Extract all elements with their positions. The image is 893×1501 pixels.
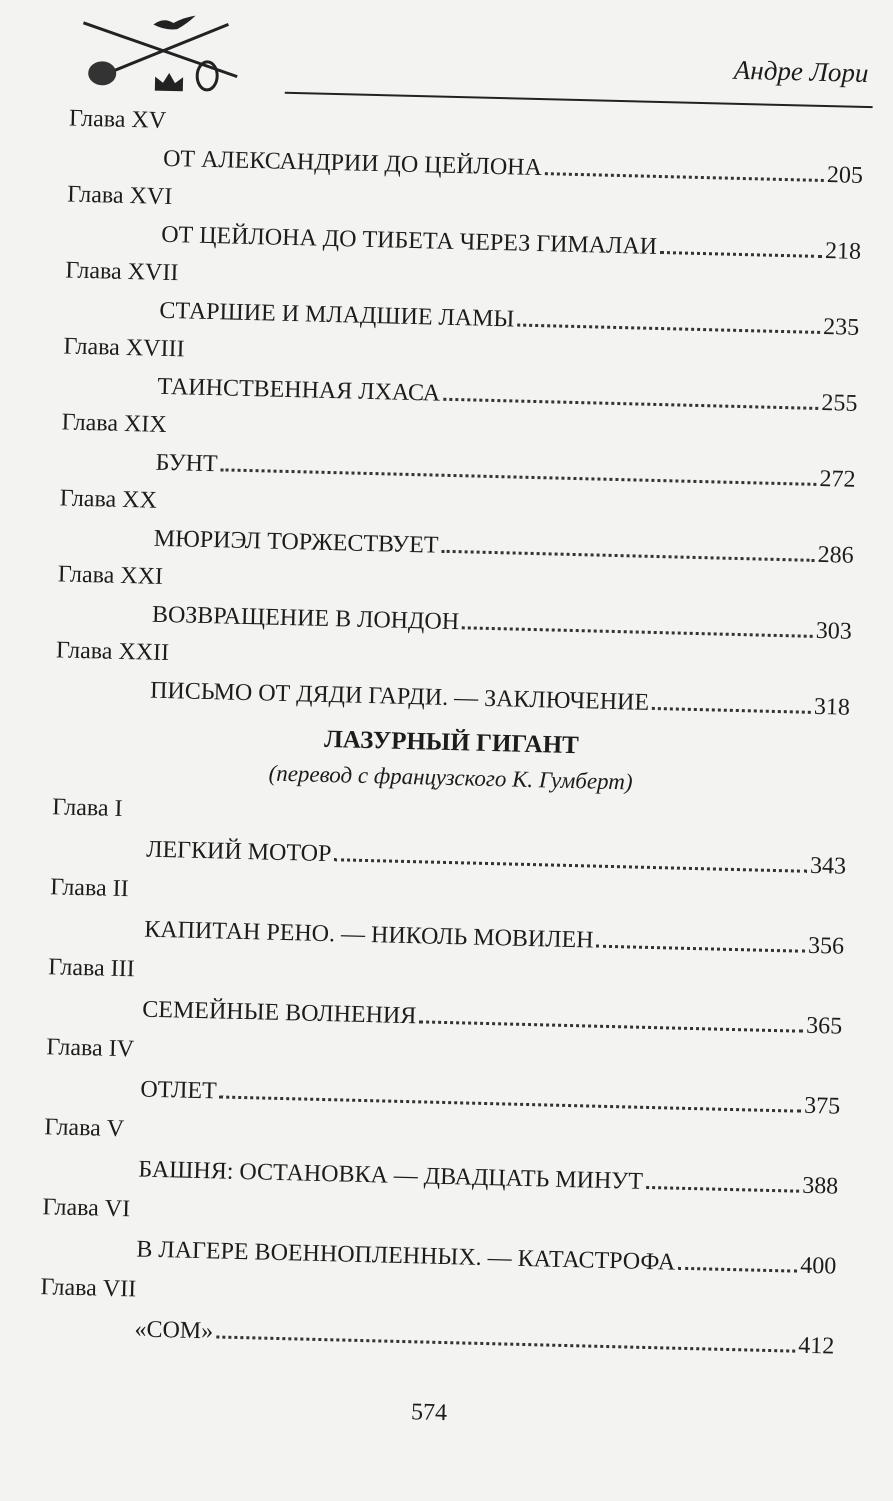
chapter-title: «СОМ» (134, 1316, 214, 1345)
chapter-title: ВОЗВРАЩЕНИЕ В ЛОНДОН (151, 601, 460, 636)
chapter-title: ОТЛЕТ (140, 1076, 218, 1105)
dot-leader (660, 251, 822, 258)
chapter-label: Глава XXII (55, 637, 170, 667)
dot-leader (596, 945, 805, 953)
page-ref: 272 (819, 465, 856, 493)
chapter-title: ОТ ЦЕЙЛОНА ДО ТИБЕТА ЧЕРЕЗ ГИМАЛАИ (160, 221, 658, 260)
page-ref: 205 (826, 162, 864, 189)
page-ref: 356 (807, 932, 845, 960)
dot-leader (220, 468, 816, 486)
dot-leader (646, 1186, 799, 1193)
chapter-title: СТАРШИЕ И МЛАДШИЕ ЛАМЫ (159, 297, 515, 333)
toc-part2 (39, 790, 847, 1369)
page-ref: 303 (815, 617, 853, 645)
part-subtitle: (перевод с французского К. Гумберт) (268, 760, 633, 795)
dot-leader (443, 398, 818, 410)
dot-leader (220, 1095, 801, 1112)
chapter-label: Глава XX (59, 485, 158, 514)
chapter-title: МЮРИЭЛ ТОРЖЕСТВУЕТ (153, 525, 439, 559)
chapter-label: Глава VI (42, 1194, 131, 1223)
chapter-label: Глава XVII (65, 257, 179, 287)
dot-leader (216, 1335, 795, 1352)
page-ref: 286 (817, 541, 854, 569)
chapter-title: ПИСЬМО ОТ ДЯДИ ГАРДИ. — ЗАКЛЮЧЕНИЕ (149, 677, 650, 716)
chapter-title: КАПИТАН РЕНО. — НИКОЛЬ МОВИЛЕН (143, 916, 594, 954)
dot-leader (517, 324, 820, 334)
page-ref: 388 (801, 1172, 839, 1200)
chapter-label: Глава II (49, 874, 129, 903)
chapter-label: Глава XIX (61, 409, 167, 438)
dot-leader (462, 626, 813, 638)
chapter-label: Глава I (51, 794, 123, 823)
crossed-swords-emblem-icon (77, 11, 269, 96)
chapter-title: ОТ АЛЕКСАНДРИИ ДО ЦЕЙЛОНА (162, 145, 543, 182)
chapter-label: Глава IV (46, 1034, 135, 1063)
chapter-title: БУНТ (155, 449, 218, 478)
dot-leader (419, 1020, 803, 1032)
dot-leader (334, 858, 807, 873)
chapter-label: Глава V (44, 1114, 125, 1143)
running-header-author: Андре Лори (733, 54, 869, 89)
chapter-label: Глава VII (40, 1274, 137, 1303)
page-ref: 400 (799, 1252, 837, 1280)
chapter-title: В ЛАГЕРЕ ВОЕННОПЛЕННЫХ. — КАТАСТРОФА (136, 1236, 676, 1276)
chapter-label: Глава XVIII (63, 333, 185, 363)
part-title: ЛАЗУРНЫЙ ГИГАНТ (323, 725, 580, 760)
page-ref: 375 (803, 1092, 841, 1120)
page-ref: 255 (821, 389, 858, 417)
chapter-label: Глава XVI (66, 181, 173, 211)
dot-leader (545, 172, 824, 182)
chapter-label: Глава XXI (57, 561, 164, 590)
table-of-contents (39, 103, 864, 1370)
toc-part1 (55, 103, 865, 730)
chapter-title: СЕМЕЙНЫЕ ВОЛНЕНИЯ (142, 996, 417, 1030)
header-rule (285, 92, 873, 108)
chapter-label: Глава XV (68, 105, 167, 134)
page-ref: 365 (805, 1012, 843, 1040)
dot-leader (652, 707, 811, 714)
page-ref: 412 (798, 1332, 835, 1360)
dot-leader (441, 550, 814, 562)
page-ref: 218 (824, 238, 862, 265)
page-ref: 343 (809, 852, 847, 880)
chapter-title: ЛЕГКИЙ МОТОР (145, 836, 332, 868)
chapter-label: Глава III (48, 954, 135, 983)
page-number: 574 (410, 1399, 448, 1427)
chapter-title: ТАИНСТВЕННАЯ ЛХАСА (157, 373, 441, 407)
dot-leader (678, 1267, 797, 1273)
page-ref: 235 (822, 314, 860, 341)
chapter-title: БАШНЯ: ОСТАНОВКА — ДВАДЦАТЬ МИНУТ (138, 1156, 644, 1195)
page-ref: 318 (813, 693, 851, 721)
